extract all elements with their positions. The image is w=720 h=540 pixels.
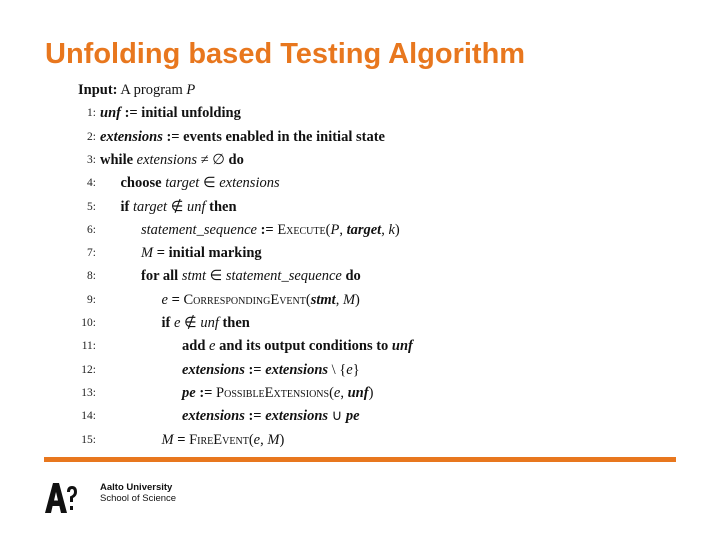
statement-token: ∈ <box>199 175 220 192</box>
statement-token: , <box>339 221 347 238</box>
university-title: Aalto University <box>100 482 173 493</box>
line-statement <box>100 102 241 124</box>
statement-token: do <box>341 268 361 285</box>
statement-token: and its output conditions to <box>215 338 392 355</box>
statement-token: e <box>346 361 353 378</box>
algorithm-line <box>78 382 678 404</box>
statement-token: extensions <box>265 361 329 378</box>
line-statement <box>162 312 250 334</box>
line-number: 13: <box>81 386 96 399</box>
statement-token: e <box>161 291 168 308</box>
statement-token: , <box>381 221 389 238</box>
statement-token: unf <box>200 315 219 331</box>
statement-token: target <box>165 175 200 192</box>
statement-token: ∈ <box>205 268 226 285</box>
school-name: School of Science <box>100 493 177 504</box>
line-statement <box>121 172 280 194</box>
statement-token: ≠ ∅ <box>197 151 229 168</box>
line-statement <box>141 242 262 264</box>
statement-token: ( <box>325 221 331 238</box>
statement-token: extensions <box>182 361 245 378</box>
statement-token: statement_sequence <box>225 268 342 285</box>
statement-token: stmt <box>310 291 336 308</box>
line-statement <box>162 289 360 311</box>
aalto-logo-icon <box>45 483 77 513</box>
statement-token: = initial marking <box>153 245 262 262</box>
line-number: 6: <box>87 223 96 236</box>
statement-token: unf <box>100 105 121 122</box>
statement-token: unf <box>186 198 206 215</box>
statement-token: := <box>195 384 217 401</box>
line-statement <box>162 429 285 451</box>
statement-token: pe <box>345 408 360 425</box>
statement-token: ) <box>279 431 285 448</box>
line-number: 4: <box>87 177 96 190</box>
statement-token: ( <box>248 431 254 448</box>
line-number: 8: <box>87 270 96 283</box>
algorithm-input-line <box>78 79 195 101</box>
line-number: 10: <box>81 317 96 329</box>
statement-token: if <box>161 315 174 331</box>
line-statement <box>182 335 413 357</box>
statement-token: choose <box>120 175 166 192</box>
line-statement <box>141 219 400 241</box>
statement-token: ( <box>305 291 311 308</box>
input-text: A program <box>120 82 183 98</box>
statement-token: := initial unfolding <box>120 105 241 122</box>
algorithm-line <box>78 359 678 381</box>
line-number: 7: <box>87 247 96 260</box>
algorithm-line <box>78 265 678 287</box>
algorithm-line <box>78 429 678 451</box>
algorithm-line <box>78 196 678 218</box>
algorithm-line <box>78 126 678 148</box>
line-statement <box>141 265 361 287</box>
statement-token: ) <box>355 291 360 308</box>
statement-token: unf <box>391 338 413 355</box>
algorithm-line <box>78 312 678 334</box>
line-number: 5: <box>87 200 96 213</box>
statement-token: e <box>253 431 261 448</box>
algorithm-line <box>78 289 678 311</box>
statement-token: , <box>260 431 268 448</box>
line-statement <box>121 196 237 218</box>
statement-token: if <box>120 198 133 215</box>
statement-token: extensions <box>219 175 280 192</box>
statement-token: add <box>182 338 210 355</box>
statement-token: M <box>267 431 280 448</box>
statement-token: M <box>161 431 174 448</box>
statement-token: e <box>173 315 181 331</box>
statement-token: P <box>330 221 340 238</box>
line-number: 15: <box>81 433 96 446</box>
line-number: 12: <box>81 363 96 376</box>
statement-token: then <box>218 315 250 331</box>
algorithm-line <box>78 172 678 194</box>
input-label: Input: <box>78 82 118 98</box>
statement-token: while <box>100 151 137 168</box>
statement-token: CorrespondingEvent <box>183 291 306 308</box>
statement-token: , <box>340 384 348 401</box>
line-statement <box>100 126 385 148</box>
line-number: 14: <box>81 410 96 423</box>
statement-token: = <box>167 291 184 308</box>
line-number: 11: <box>81 340 96 353</box>
algorithm-line <box>78 335 678 357</box>
statement-token: extensions <box>182 408 245 425</box>
statement-token: target <box>346 221 382 238</box>
statement-token: extensions <box>265 408 329 425</box>
algorithm-line <box>78 219 678 241</box>
statement-token: e <box>333 384 341 401</box>
statement-token: ∉ <box>180 315 201 331</box>
statement-token: := <box>256 221 278 238</box>
statement-token: := <box>244 408 266 425</box>
line-statement <box>182 405 360 427</box>
statement-token: extensions <box>100 128 163 145</box>
statement-token: then <box>205 198 237 215</box>
statement-token: pe <box>182 384 196 401</box>
statement-token: FireEvent <box>189 431 249 448</box>
statement-token: unf <box>347 384 369 401</box>
statement-token: } <box>352 361 360 378</box>
input-var: P <box>186 82 196 98</box>
line-number: 3: <box>87 153 96 166</box>
statement-token: = <box>173 431 190 448</box>
statement-token: do <box>228 151 244 168</box>
statement-token: target <box>132 198 168 215</box>
algorithm-line <box>78 102 678 124</box>
line-statement <box>100 149 244 171</box>
footer-accent-bar <box>44 457 676 462</box>
line-number: 9: <box>87 293 96 306</box>
line-number: 1: <box>87 107 96 120</box>
statement-token: ( <box>329 384 334 401</box>
algorithm-line <box>78 149 678 171</box>
statement-token: \ { <box>328 361 347 378</box>
statement-token: k <box>388 221 395 238</box>
statement-token: for all <box>141 268 182 285</box>
statement-token: M <box>342 291 356 308</box>
statement-token: , <box>335 291 343 308</box>
statement-token: ) <box>394 221 400 238</box>
statement-token: extensions <box>136 151 198 168</box>
statement-token: Execute <box>277 221 326 238</box>
algorithm-line <box>78 242 678 264</box>
statement-token: := events enabled in the initial state <box>162 128 385 145</box>
page-title: Unfolding based Testing Algorithm <box>45 38 526 70</box>
statement-token: ∉ <box>167 198 187 215</box>
statement-token: e <box>209 338 216 355</box>
university-name <box>100 482 176 504</box>
statement-token: ) <box>368 384 374 401</box>
statement-token: M <box>141 245 154 262</box>
statement-token: PossibleExtensions <box>216 384 330 401</box>
algorithm-line <box>78 405 678 427</box>
line-number: 2: <box>87 130 96 143</box>
line-statement <box>182 382 373 404</box>
statement-token: statement_sequence <box>141 221 257 238</box>
statement-token: := <box>244 361 266 378</box>
line-statement <box>182 359 360 381</box>
statement-token: stmt <box>181 268 206 285</box>
statement-token: ∪ <box>328 408 346 425</box>
